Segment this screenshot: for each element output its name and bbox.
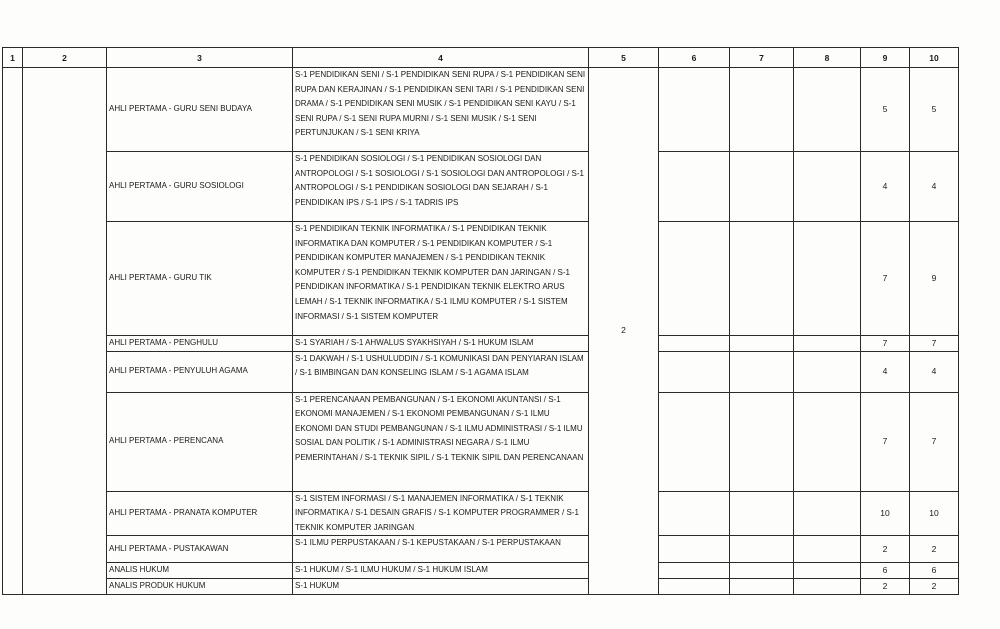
requirement-cell: S-1 PENDIDIKAN SENI / S-1 PENDIDIKAN SENI RUPA / S-1 PENDIDIKAN SENI RUPA DAN KERAJINAN / S-1 PENDIDIKAN SENI TARI / S-1 PENDIDIKAN SENI DRAMA / S-1 PENDIDIKAN SENI MUSIK / S-1 PENDIDIKAN SENI KAYU / S-1 SENI RUPA / S-1 SENI RUPA MURNI / S-1 SENI MUSIK / S-1 SENI PERTUNJUKAN / S-1 SENI KRIYA <box>293 68 589 152</box>
col-10-cell: 7 <box>910 392 959 491</box>
col-2-cell <box>23 68 107 595</box>
requirement-cell: S-1 SISTEM INFORMASI / S-1 MANAJEMEN INFORMATIKA / S-1 TEKNIK INFORMATIKA / S-1 DESAIN GRAFIS / S-1 KOMPUTER PROGRAMMER / S-1 TEKNIK KOMPUTER JARINGAN <box>293 491 589 536</box>
header-col-8: 8 <box>794 48 861 68</box>
header-col-7: 7 <box>730 48 794 68</box>
header-col-9: 9 <box>861 48 910 68</box>
col-6-cell <box>659 392 730 491</box>
col-10-cell: 7 <box>910 336 959 352</box>
col-9-cell: 7 <box>861 336 910 352</box>
col-6-cell <box>659 536 730 563</box>
header-col-4: 4 <box>293 48 589 68</box>
requirement-cell: S-1 SYARIAH / S-1 AHWALUS SYAKHSIYAH / S-1 HUKUM ISLAM <box>293 336 589 352</box>
requirement-cell: S-1 ILMU PERPUSTAKAAN / S-1 KEPUSTAKAAN / S-1 PERPUSTAKAAN <box>293 536 589 563</box>
col-10-cell: 10 <box>910 491 959 536</box>
col-9-cell: 4 <box>861 351 910 392</box>
col-9-cell: 10 <box>861 491 910 536</box>
position-cell: AHLI PERTAMA - PERENCANA <box>107 392 293 491</box>
table-row <box>3 152 959 222</box>
table-row <box>3 351 959 392</box>
col-7-cell <box>730 392 794 491</box>
formation-table <box>2 47 959 595</box>
header-col-5: 5 <box>589 48 659 68</box>
table-row <box>3 536 959 563</box>
col-8-cell <box>794 392 861 491</box>
col-6-cell <box>659 578 730 594</box>
col-8-cell <box>794 351 861 392</box>
col-8-cell <box>794 68 861 152</box>
col-7-cell <box>730 68 794 152</box>
header-col-1: 1 <box>3 48 23 68</box>
position-cell: AHLI PERTAMA - GURU TIK <box>107 222 293 336</box>
col-8-cell <box>794 336 861 352</box>
header-col-2: 2 <box>23 48 107 68</box>
col-6-cell <box>659 563 730 579</box>
table-row <box>3 68 959 152</box>
col-9-cell: 7 <box>861 392 910 491</box>
position-cell: AHLI PERTAMA - PRANATA KOMPUTER <box>107 491 293 536</box>
table-row <box>3 392 959 491</box>
table-row <box>3 491 959 536</box>
requirement-cell: S-1 HUKUM <box>293 578 589 594</box>
header-row <box>3 48 959 68</box>
col-7-cell <box>730 536 794 563</box>
col-8-cell <box>794 152 861 222</box>
col-6-cell <box>659 491 730 536</box>
col-10-cell: 2 <box>910 536 959 563</box>
col-6-cell <box>659 351 730 392</box>
requirement-cell: S-1 HUKUM / S-1 ILMU HUKUM / S-1 HUKUM ISLAM <box>293 563 589 579</box>
table-row <box>3 578 959 594</box>
table-row <box>3 336 959 352</box>
col-6-cell <box>659 68 730 152</box>
col-10-cell: 9 <box>910 222 959 336</box>
requirement-cell: S-1 PENDIDIKAN SOSIOLOGI / S-1 PENDIDIKAN SOSIOLOGI DAN ANTROPOLOGI / S-1 SOSIOLOGI / S-1 SOSIOLOGI DAN ANTROPOLOGI / S-1 ANTROPOLOGI / S-1 PENDIDIKAN SOSIOLOGI DAN SEJARAH / S-1 PENDIDIKAN IPS / S-1 IPS / S-1 TADRIS IPS <box>293 152 589 222</box>
col-10-cell: 4 <box>910 152 959 222</box>
col-7-cell <box>730 491 794 536</box>
table-row <box>3 222 959 336</box>
col-5-cell: 2 <box>589 68 659 595</box>
header-col-10: 10 <box>910 48 959 68</box>
col-6-cell <box>659 336 730 352</box>
position-cell: AHLI PERTAMA - PUSTAKAWAN <box>107 536 293 563</box>
header-col-6: 6 <box>659 48 730 68</box>
col-7-cell <box>730 351 794 392</box>
col-8-cell <box>794 491 861 536</box>
col-6-cell <box>659 222 730 336</box>
table-row <box>3 563 959 579</box>
col-10-cell: 5 <box>910 68 959 152</box>
col-9-cell: 5 <box>861 68 910 152</box>
col-10-cell: 4 <box>910 351 959 392</box>
col-9-cell: 7 <box>861 222 910 336</box>
requirement-cell: S-1 PERENCANAAN PEMBANGUNAN / S-1 EKONOMI AKUNTANSI / S-1 EKONOMI MANAJEMEN / S-1 EKONOMI PEMBANGUNAN / S-1 ILMU EKONOMI DAN STUDI PEMBANGUNAN / S-1 ILMU ADMINISTRASI / S-1 ILMU SOSIAL DAN POLITIK / S-1 ADMINISTRASI NEGARA / S-1 ILMU PEMERINTAHAN / S-1 TEKNIK SIPIL / S-1 TEKNIK SIPIL DAN PERENCANAAN <box>293 392 589 491</box>
col-1-cell <box>3 68 23 595</box>
col-8-cell <box>794 222 861 336</box>
col-7-cell <box>730 578 794 594</box>
col-9-cell: 4 <box>861 152 910 222</box>
col-7-cell <box>730 222 794 336</box>
col-10-cell: 2 <box>910 578 959 594</box>
position-cell: ANALIS PRODUK HUKUM <box>107 578 293 594</box>
col-7-cell <box>730 563 794 579</box>
col-7-cell <box>730 152 794 222</box>
position-cell: AHLI PERTAMA - PENYULUH AGAMA <box>107 351 293 392</box>
col-9-cell: 6 <box>861 563 910 579</box>
col-9-cell: 2 <box>861 578 910 594</box>
position-cell: AHLI PERTAMA - GURU SOSIOLOGI <box>107 152 293 222</box>
position-cell: AHLI PERTAMA - GURU SENI BUDAYA <box>107 68 293 152</box>
col-8-cell <box>794 578 861 594</box>
col-8-cell <box>794 563 861 579</box>
col-7-cell <box>730 336 794 352</box>
header-col-3: 3 <box>107 48 293 68</box>
col-9-cell: 2 <box>861 536 910 563</box>
position-cell: ANALIS HUKUM <box>107 563 293 579</box>
col-10-cell: 6 <box>910 563 959 579</box>
requirement-cell: S-1 PENDIDIKAN TEKNIK INFORMATIKA / S-1 PENDIDIKAN TEKNIK INFORMATIKA DAN KOMPUTER / S-1 PENDIDIKAN KOMPUTER / S-1 PENDIDIKAN KOMPUTER MANAJEMEN / S-1 PENDIDIKAN TEKNIK KOMPUTER / S-1 PENDIDIKAN TEKNIK KOMPUTER DAN JARINGAN / S-1 PENDIDIKAN INFORMATIKA / S-1 PENDIDIKAN TEKNIK ELEKTRO ARUS LEMAH / S-1 TEKNIK INFORMATIKA / S-1 ILMU KOMPUTER / S-1 SISTEM INFORMASI / S-1 SISTEM KOMPUTER <box>293 222 589 336</box>
col-6-cell <box>659 152 730 222</box>
col-8-cell <box>794 536 861 563</box>
requirement-cell: S-1 DAKWAH / S-1 USHULUDDIN / S-1 KOMUNIKASI DAN PENYIARAN ISLAM / S-1 BIMBINGAN DAN KONSELING ISLAM / S-1 AGAMA ISLAM <box>293 351 589 392</box>
position-cell: AHLI PERTAMA - PENGHULU <box>107 336 293 352</box>
